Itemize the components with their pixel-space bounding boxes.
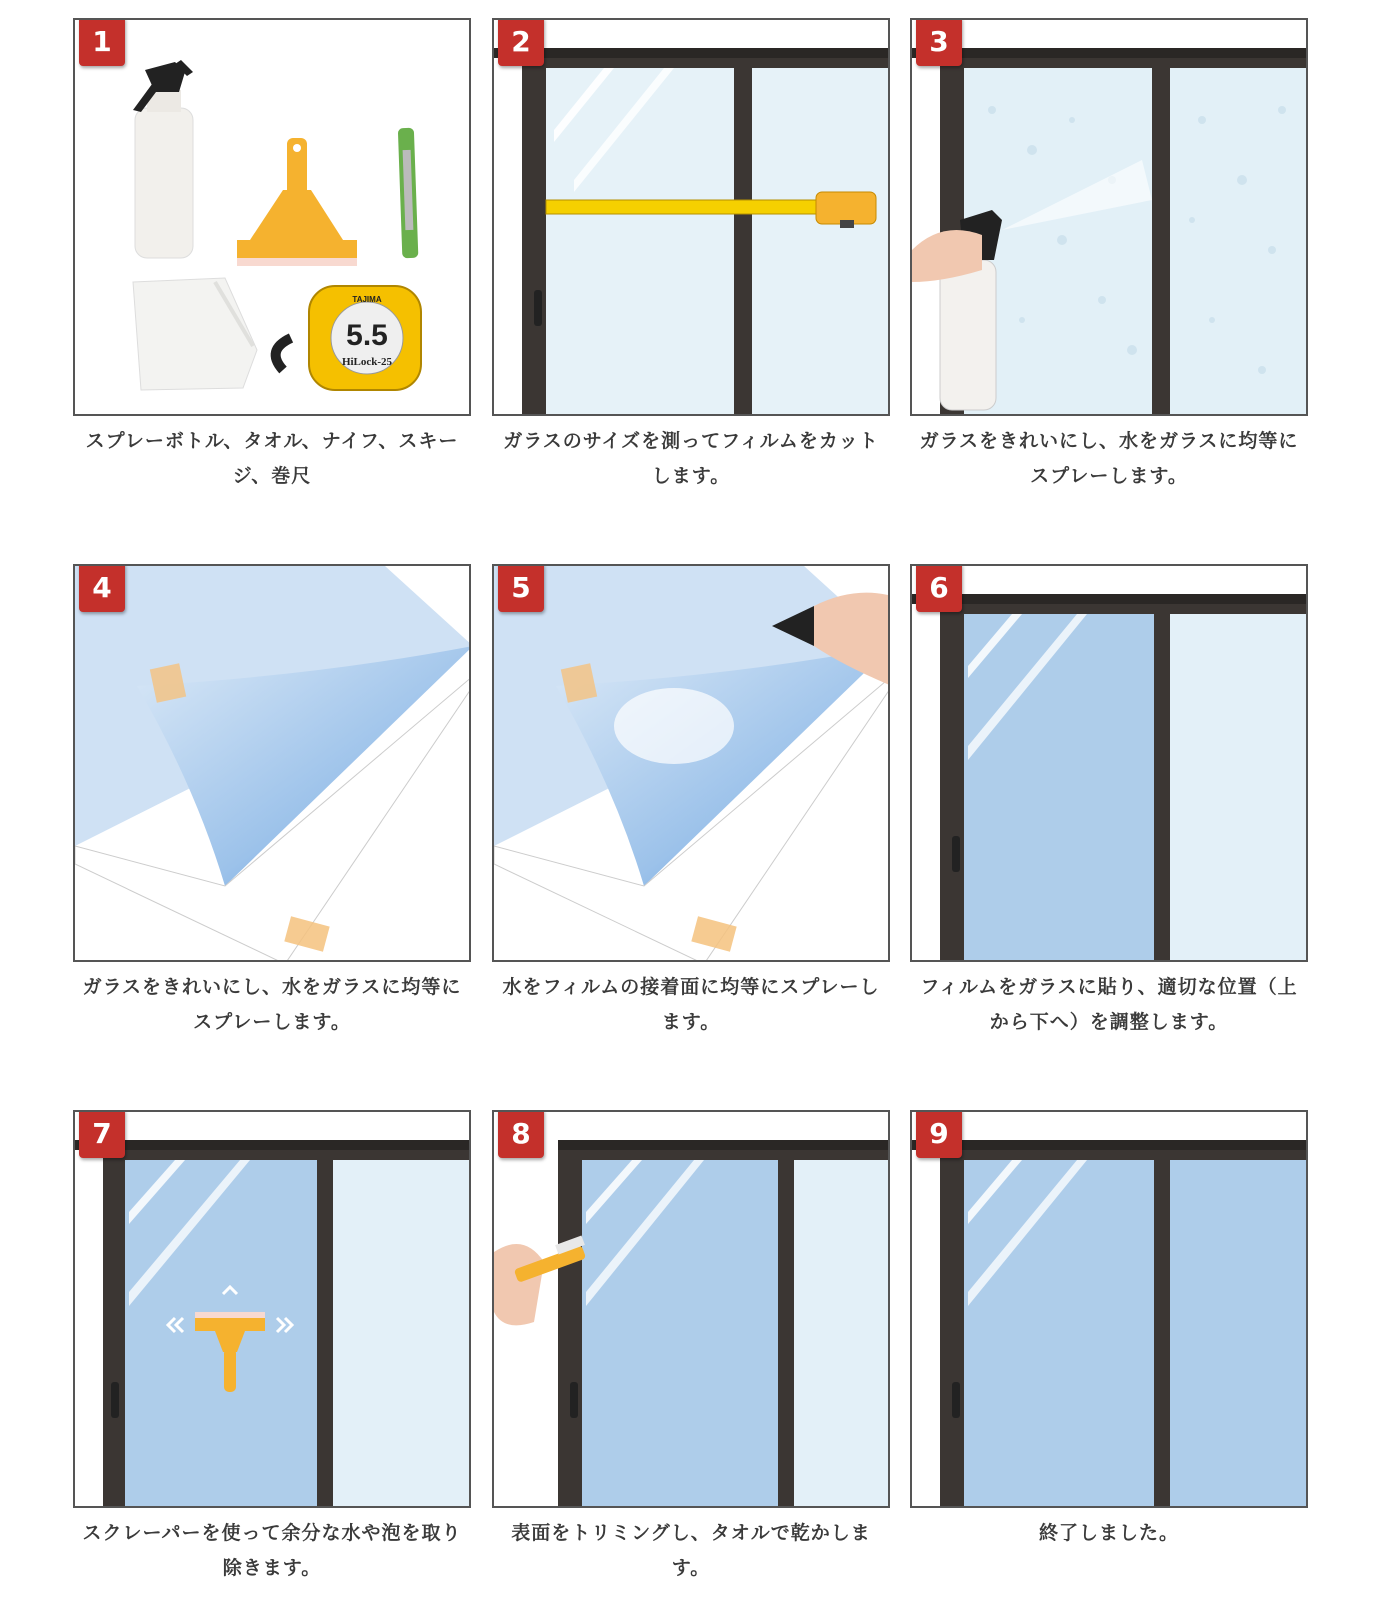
- step-number-badge: 8: [498, 1110, 544, 1158]
- step-number-badge: 9: [916, 1110, 962, 1158]
- step-caption: スプレーボトル、タオル、ナイフ、スキージ、巻尺: [85, 430, 459, 487]
- step-7-panel: [73, 1110, 471, 1508]
- window-measure-illustration: [494, 20, 890, 416]
- spray-mist: [614, 688, 734, 764]
- trim-illustration: [494, 1112, 890, 1508]
- step-caption: フィルムをガラスに貼り、適切な位置（上から下へ）を調整します。: [920, 976, 1298, 1033]
- squeegee-apply-illustration: [75, 1112, 471, 1508]
- step-4-panel: [73, 564, 471, 962]
- step-caption: 終了しました。: [1038, 1522, 1179, 1544]
- step-2-panel: [492, 18, 890, 416]
- step-caption: スクレーパーを使って余分な水や泡を取り除きます。: [82, 1522, 462, 1579]
- step-5-panel: [492, 564, 890, 962]
- step-number-badge: 6: [916, 564, 962, 612]
- step-3-panel: [910, 18, 1308, 416]
- step-9-panel: [910, 1110, 1308, 1508]
- step-2: [492, 18, 890, 494]
- towel-icon: [133, 278, 257, 390]
- finished-window-illustration: [912, 1112, 1308, 1508]
- step-number-badge: 3: [916, 18, 962, 66]
- film-spray-illustration: [494, 566, 890, 962]
- tape-brand: TAJIMA: [352, 295, 382, 304]
- step-caption: ガラスをきれいにし、水をガラスに均等にスプレーします。: [82, 976, 462, 1033]
- step-1: [73, 18, 471, 494]
- squeegee-icon: [237, 138, 357, 266]
- spray-bottle-icon: [912, 210, 1002, 410]
- step-6-panel: [910, 564, 1308, 962]
- tape-measure-icon: [276, 286, 421, 390]
- step-caption: ガラスのサイズを測ってフィルムをカットします。: [503, 430, 879, 487]
- step-1-panel: [73, 18, 471, 416]
- step-6: [910, 564, 1308, 1040]
- step-8: [492, 1110, 890, 1586]
- step-caption: 表面をトリミングし、タオルで乾かします。: [511, 1522, 871, 1579]
- step-caption: 水をフィルムの接着面に均等にスプレーします。: [502, 976, 880, 1033]
- step-8-panel: [492, 1110, 890, 1508]
- utility-knife-icon: [398, 128, 419, 258]
- film-applied-illustration: [912, 566, 1308, 962]
- step-number-badge: 2: [498, 18, 544, 66]
- step-number-badge: 5: [498, 564, 544, 612]
- step-number-badge: 1: [79, 18, 125, 66]
- step-9: [910, 1110, 1308, 1551]
- window-spray-illustration: [912, 20, 1308, 416]
- tools-illustration: [75, 20, 471, 416]
- step-number-badge: 7: [79, 1110, 125, 1158]
- step-7: [73, 1110, 471, 1586]
- film-peel-illustration: [75, 566, 471, 962]
- step-4: [73, 564, 471, 1040]
- tape-size: 5.5: [346, 319, 388, 352]
- step-caption: ガラスをきれいにし、水をガラスに均等にスプレーします。: [919, 430, 1299, 487]
- spray-bottle-icon: [133, 60, 193, 258]
- step-5: [492, 564, 890, 1040]
- step-number-badge: 4: [79, 564, 125, 612]
- tape-model: HiLock-25: [341, 356, 393, 368]
- step-3: [910, 18, 1308, 494]
